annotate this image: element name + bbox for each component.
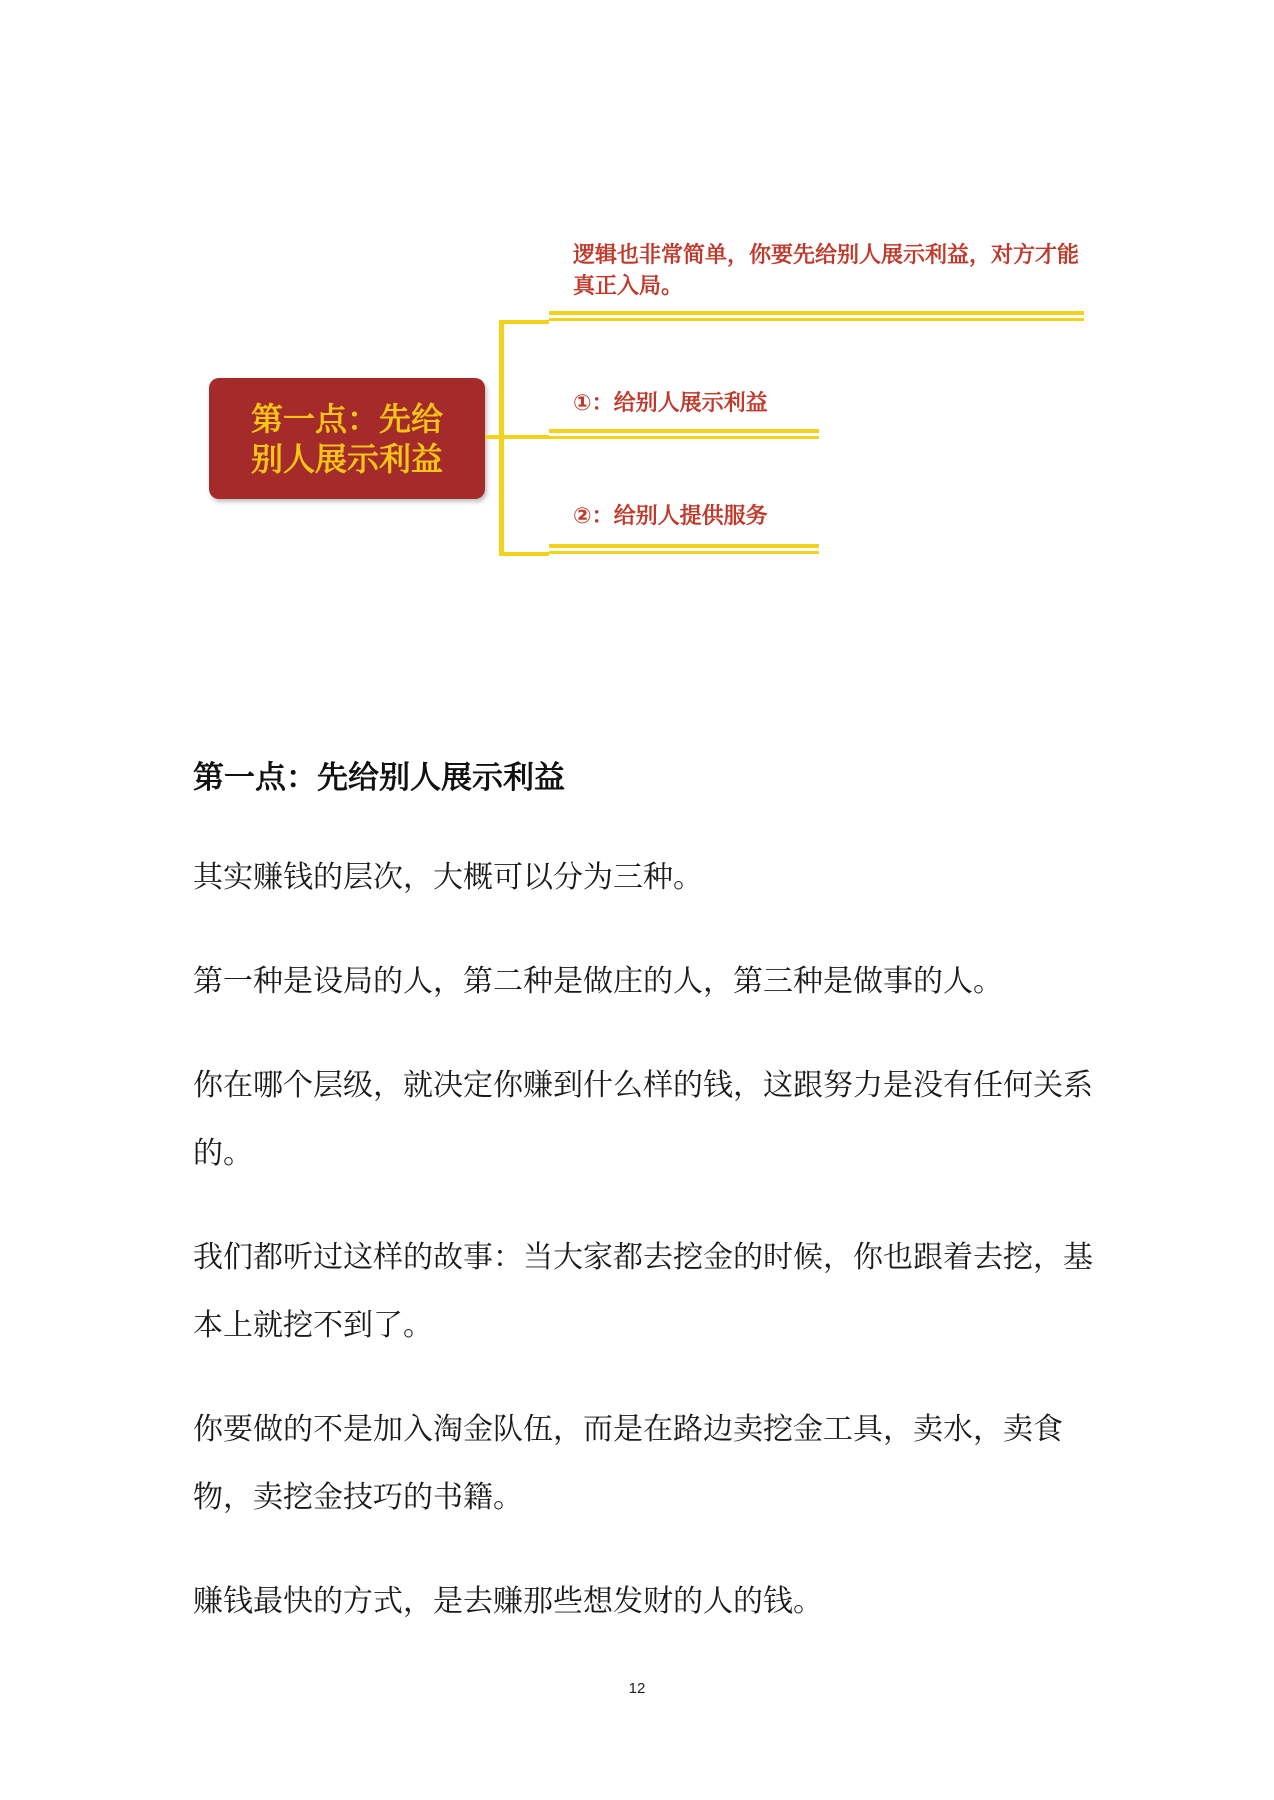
mind-map-branch-1-label: 逻辑也非常简单，你要先给别人展示利益，对方才能真正入局。 (573, 243, 1080, 299)
paragraph-1: 其实赚钱的层次，大概可以分为三种。 (193, 860, 703, 895)
paragraph-2: 第一种是设局的人，第二种是做庄的人，第三种是做事的人。 (193, 964, 1003, 999)
mind-map-branch-2-line (549, 429, 819, 433)
page-number: 12 (628, 1680, 646, 1697)
mind-map-root-node (209, 378, 485, 499)
paragraph-6: 赚钱最快的方式，是去赚那些想发财的人的钱。 (193, 1584, 823, 1619)
paragraph-4: 我们都听过这样的故事：当大家都去挖金的时候，你也跟着去挖，基本上就挖不到了。 (193, 1240, 1093, 1343)
mind-map-root-label: 第一点：先给别人展示利益 (250, 399, 443, 478)
mind-map-branch-2-elbow (499, 435, 549, 439)
section-heading: 第一点：先给别人展示利益 (193, 760, 565, 796)
paragraph-3: 你在哪个层级，就决定你赚到什么样的钱，这跟努力是没有任何关系的。 (193, 1068, 1093, 1171)
mind-map-branch-3-label: ②：给别人提供服务 (573, 504, 768, 529)
paragraph-5: 你要做的不是加入淘金队伍，而是在路边卖挖金工具，卖水，卖食物，卖挖金技巧的书籍。 (193, 1412, 1063, 1515)
mind-map (0, 0, 1274, 620)
mind-map-branch-3-elbow (499, 552, 549, 556)
mind-map-branch-3-line (549, 544, 819, 548)
mind-map-branch-1-line (549, 311, 1084, 315)
mind-map-branch-1-elbow (499, 320, 549, 324)
mind-map-branch-2-label: ①：给别人展示利益 (573, 391, 768, 416)
